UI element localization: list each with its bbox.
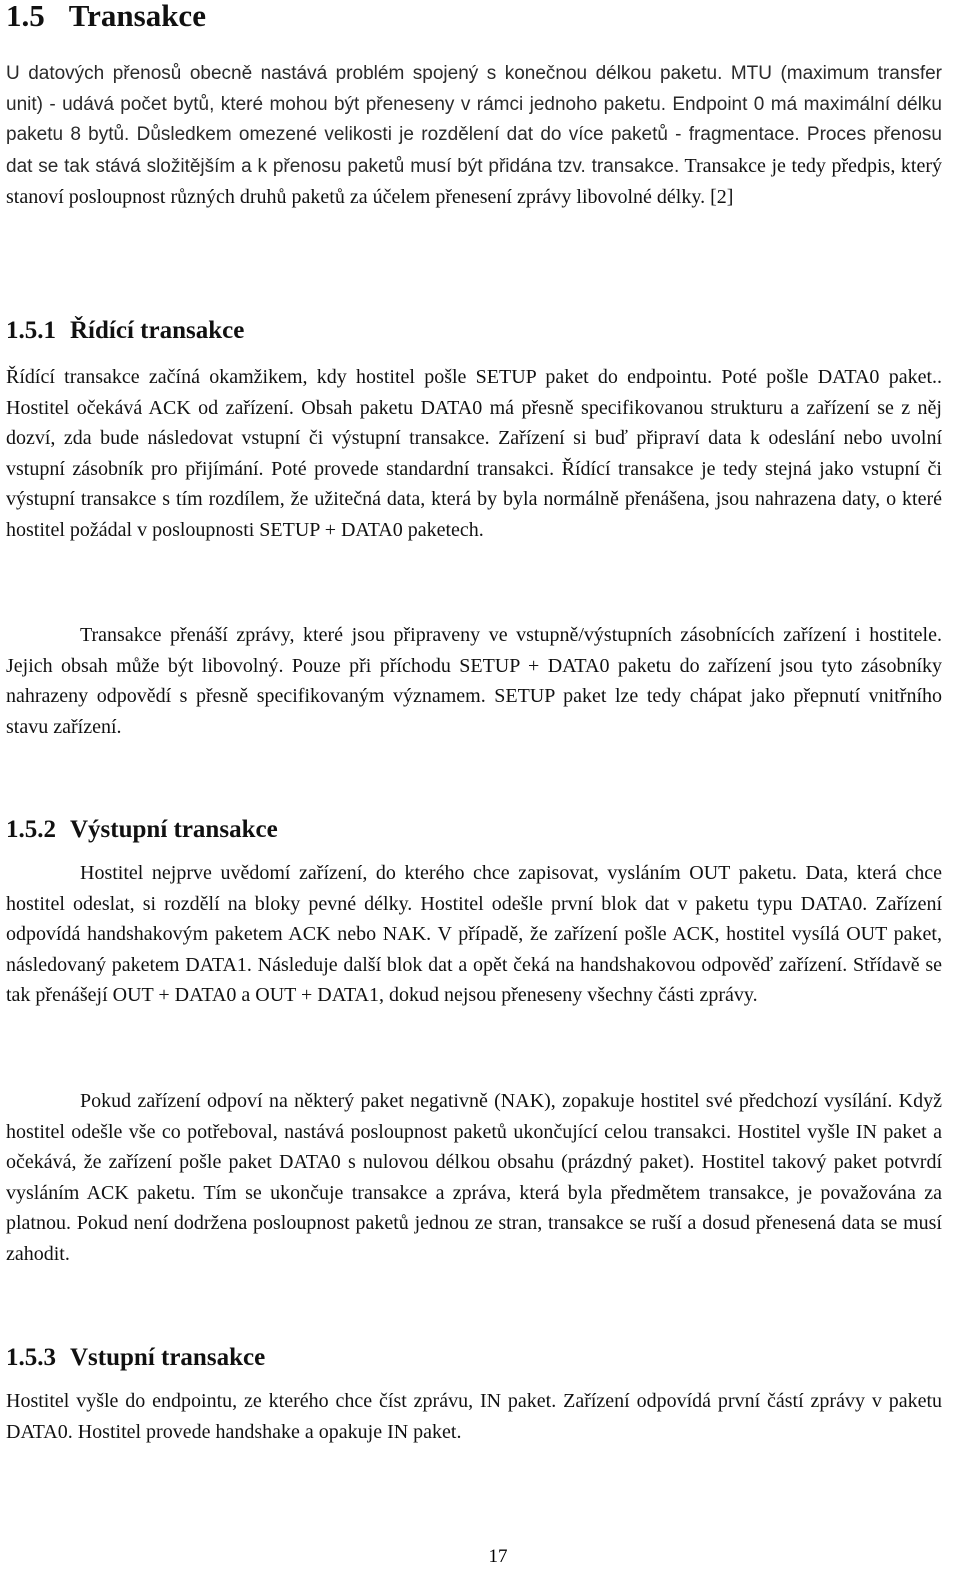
intro-serif-text: Transakce je tedy předpis, který stanoví posloupnost různých druhů paketů za účelem přenesení zprávy libovolné délky. [2] [6,154,942,209]
subsection-heading-2 [6,815,278,845]
intro-paragraph [6,59,942,214]
subsection-title: Výstupní transakce [70,816,278,843]
subsection-number: 1.5.1 [6,317,56,344]
subsection-heading-1 [6,316,244,346]
paragraph: Řídící transakce začíná okamžikem, kdy hostitel pošle SETUP paket do endpointu. Poté pošle DATA0 paket.. Hostitel očekává ACK od zařízení. Obsah paketu DATA0 má přesně specifikovanou strukturu a zařízení se z něj dozví, zda bude následovat vstupní či výstupní transakce. Zařízení si buď připraví data k odeslání nebo uvolní vstupní zásobník pro přijímání. Poté provede standardní transakci. Řídící transakce je tedy stejná jako vstupní či výstupní transakce s tím rozdílem, že užitečná data, která by byla normálně přenášena, jsou nahrazena daty, o které hostitel požádal v posloupnosti SETUP + DATA0 paketech. [6,366,942,541]
section-heading [6,0,206,35]
paragraph: Pokud zařízení odpoví na některý paket negativně (NAK), zopakuje hostitel své předchozí vysílání. Když hostitel odešle vše co potřeboval, nastává posloupnost paketů ukončující celou transakci. Hostitel vyšle IN paket a očekává, že zařízení pošle paket DATA0 s nulovou délkou obsahu (prázdný paket). Hostitel takový paket potvrdí vysláním ACK paketu. Tím se ukončuje transakce a zpráva, která byla předmětem transakce, je považována za platnou. Pokud není dodržena posloupnost paketů jednou ze stran, transakce se ruší a dosud přenesená data se musí zahodit. [6,1090,942,1265]
paragraph: Hostitel nejprve uvědomí zařízení, do kterého chce zapisovat, vysláním OUT paketu. Data, která chce hostitel odeslat, si rozdělí na bloky pevné délky. Hostitel odešle první blok dat v paketu typu DATA0. Zařízení odpovídá handshakovým paketem ACK nebo NAK. V případě, že zařízení pošle ACK, hostitel vysílá OUT paket, následovaný paketem DATA1. Následuje další blok dat a opět čeká na handshakovou odpověď zařízení. Střídavě se tak přenášejí OUT + DATA0 a OUT + DATA1, dokud nejsou přeneseny všechny části zprávy. [6,862,942,1007]
subsection-title: Vstupní transakce [70,1344,266,1371]
subsection-heading-3 [6,1343,265,1373]
paragraph: Hostitel vyšle do endpointu, ze kterého chce číst zprávu, IN paket. Zařízení odpovídá první částí zprávy v paketu DATA0. Hostitel provede handshake a opakuje IN paket. [6,1390,942,1443]
page-number: 17 [488,1546,508,1567]
section-title: Transakce [68,0,206,33]
subsection-number: 1.5.3 [6,1344,56,1371]
section-number: 1.5 [6,0,45,33]
paragraph: Transakce přenáší zprávy, které jsou připraveny ve vstupně/výstupních zásobnících zařízení i hostitele. Jejich obsah může být libovolný. Pouze při příchodu SETUP + DATA0 paketu do zařízení jsou tyto zásobníky nahrazeny odpovědí s přesně specifikovaným významem. SETUP paket lze tedy chápat jako přepnutí vnitřního stavu zařízení. [6,624,942,738]
subsection-title: Řídící transakce [70,317,245,344]
intro-sans-text: U datových přenosů obecně nastává problém spojený s konečnou délkou paketu. MTU (maximum transfer unit) - udává počet bytů, které mohou být přeneseny v rámci jednoho paketu. Endpoint 0 má maximální délku paketu 8 bytů. Důsledkem omezené velikosti je rozdělení dat do více paketů - fragmentace. Proces přenosu dat se tak stává složitějším a k přenosu paketů musí být přidána tzv. transakce. [6,63,942,177]
subsection-number: 1.5.2 [6,816,56,843]
